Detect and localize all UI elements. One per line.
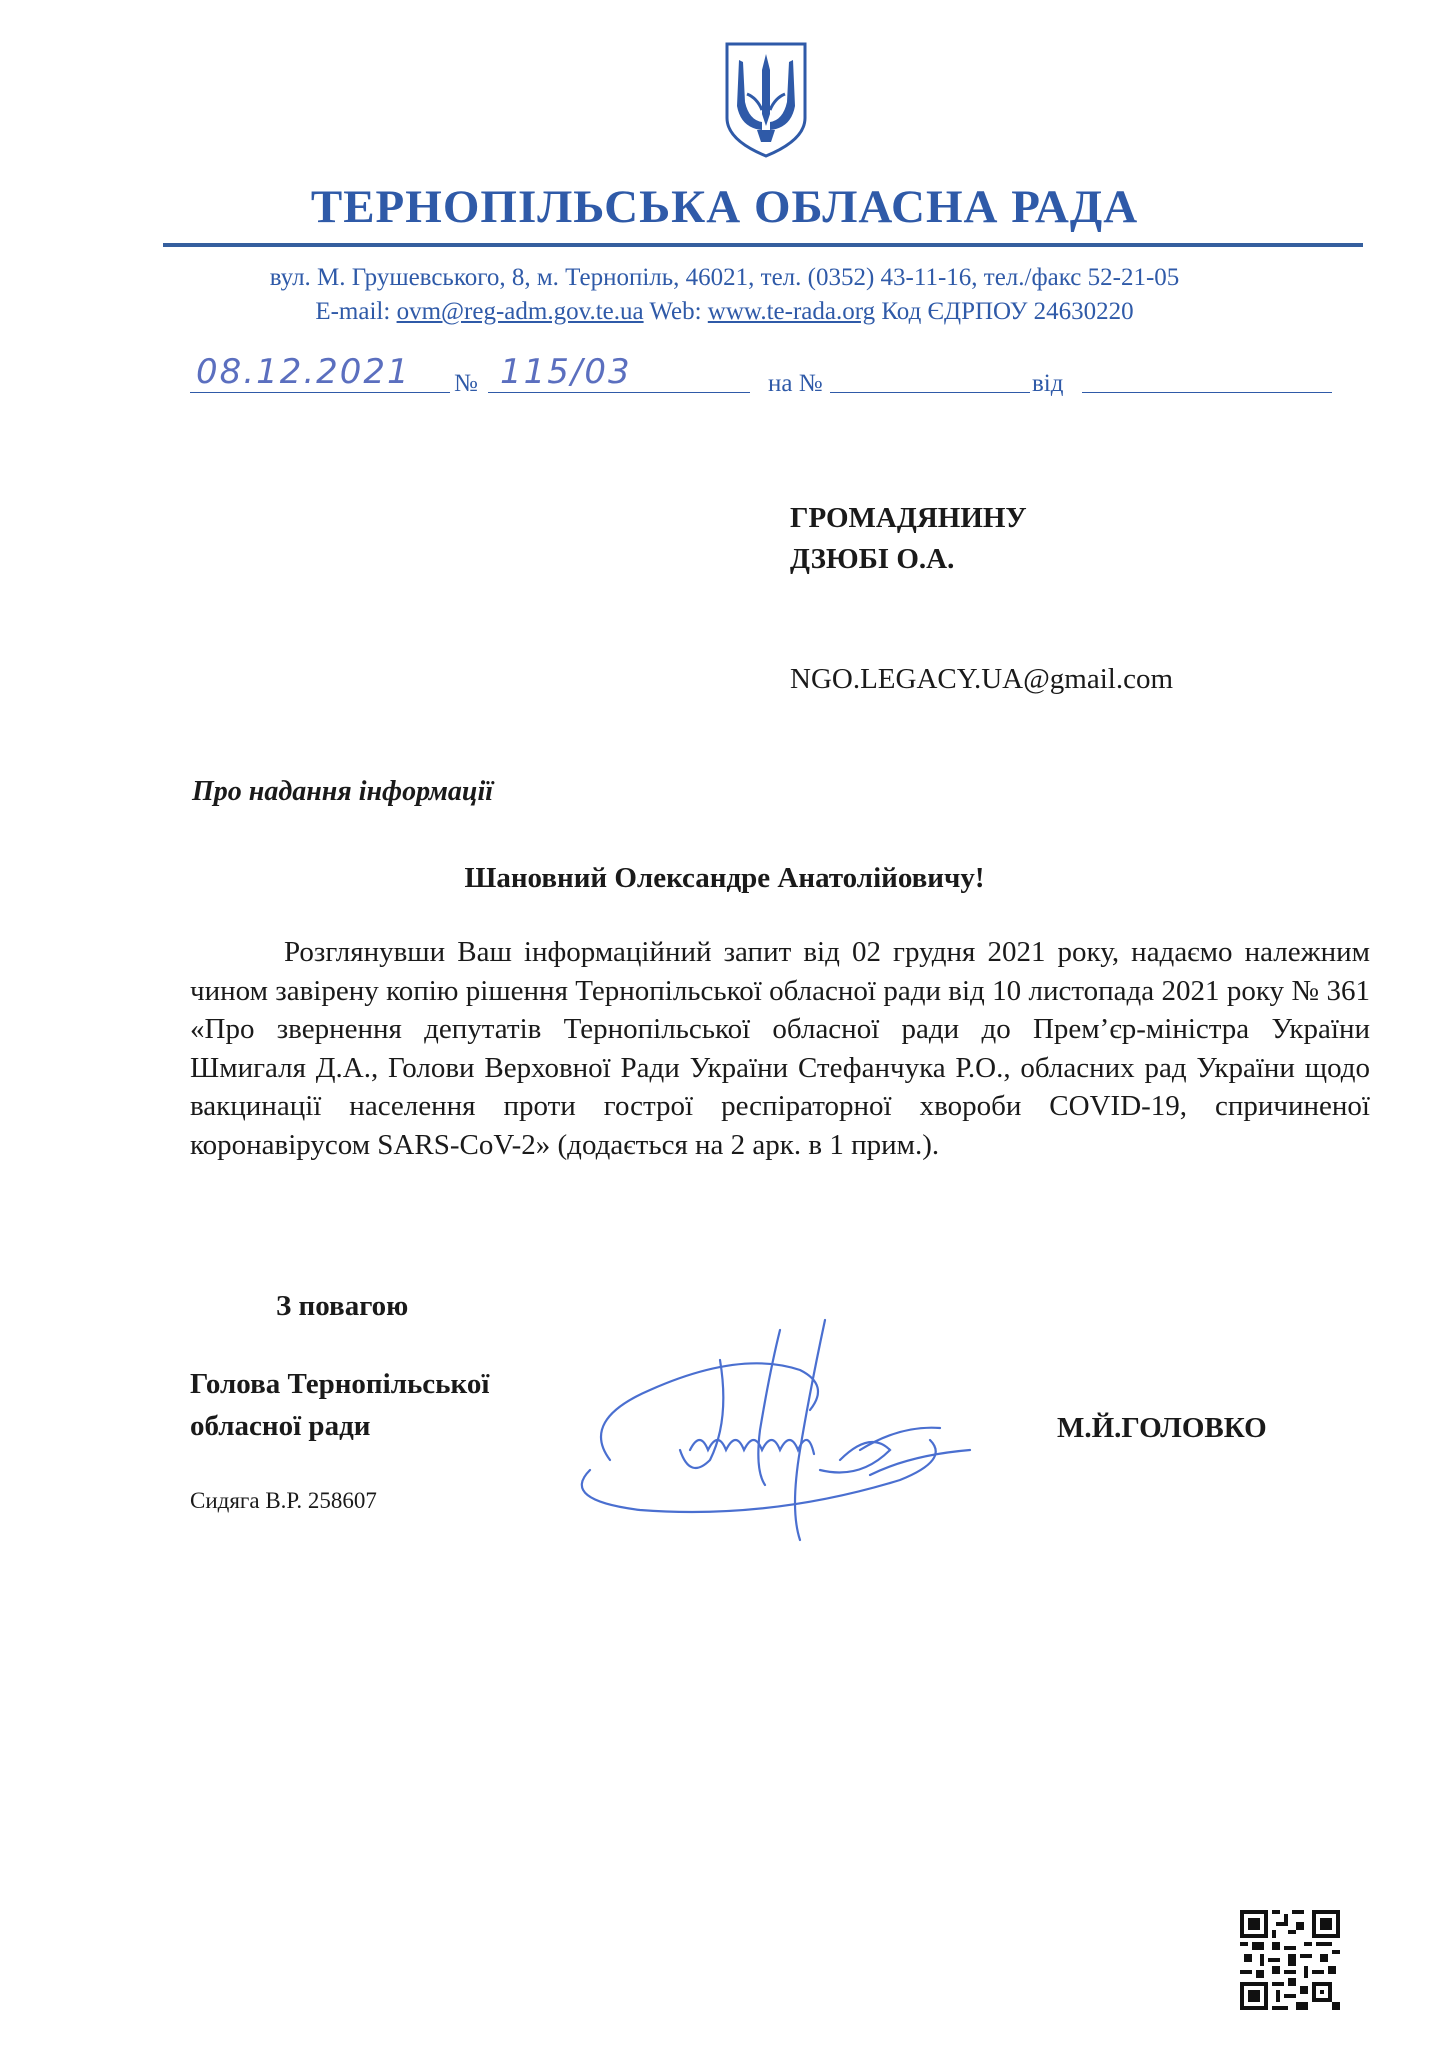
handwritten-date: 08.12.2021 bbox=[196, 352, 411, 392]
organization-title: ТЕРНОПІЛЬСЬКА ОБЛАСНА РАДА bbox=[310, 181, 1139, 233]
recipient-name: ДЗЮБІ О.А. bbox=[790, 543, 955, 575]
organization-contacts bbox=[0, 298, 1449, 326]
organization-address: вул. М. Грушевського, 8, м. Тернопіль, 46021, тел. (0352) 43-11-16, тел./факс 52-21-05 bbox=[269, 264, 1180, 291]
web-label: Web: bbox=[649, 298, 702, 325]
organization-web-link[interactable]: www.te-rada.org bbox=[707, 298, 876, 325]
edrpou-code: Код ЄДРПОУ 24630220 bbox=[881, 298, 1134, 325]
recipient-email: NGO.LEGACY.UA@gmail.com bbox=[790, 663, 1174, 695]
signer-position-line1: Голова Тернопільської bbox=[190, 1368, 490, 1400]
reply-to-label: на № bbox=[768, 370, 823, 397]
reply-number-blank bbox=[830, 352, 1030, 393]
handwritten-number: 115/03 bbox=[500, 352, 632, 392]
recipient-title: ГРОМАДЯНИНУ bbox=[790, 502, 1027, 534]
qr-code-icon bbox=[1240, 1910, 1340, 2010]
letter-body: Розглянувши Ваш інформаційний запит від 02 грудня 2021 року, надаємо належним чином завірену копію рішення Тернопільської обласної ради від 10 листопада 2021 року № 361 «Про звернення депутатів Тернопільської обласної ради до Прем’єр-міністра України Шмигаля Д.А., Голови Верховної Ради України Стефанчука Р.О., обласних рад України щодо вакцинації населення проти гострої респіраторної хвороби COVID-19, спричиненої коронавірусом SARS-CoV-2» (додається на 2 арк. в 1 прим.). bbox=[190, 936, 1370, 1161]
closing-regards: З повагою bbox=[276, 1290, 409, 1322]
signer-position-line2: обласної ради bbox=[190, 1410, 371, 1442]
from-label: від bbox=[1032, 370, 1064, 397]
reference-line bbox=[190, 352, 1340, 404]
header-divider bbox=[163, 243, 1363, 247]
trident-coat-of-arms-icon bbox=[723, 40, 809, 160]
email-label: E-mail: bbox=[315, 298, 391, 325]
executor-info: Сидяга В.Р. 258607 bbox=[190, 1488, 377, 1513]
handwritten-signature-icon bbox=[570, 1310, 1050, 1560]
from-date-blank bbox=[1082, 352, 1332, 393]
signer-name: М.Й.ГОЛОВКО bbox=[1057, 1412, 1267, 1444]
organization-email-link[interactable]: ovm@reg-adm.gov.te.ua bbox=[396, 298, 644, 325]
letter-subject: Про надання інформації bbox=[192, 776, 494, 807]
letter-greeting: Шановний Олександре Анатолійовичу! bbox=[464, 862, 985, 894]
number-label: № bbox=[454, 370, 478, 397]
